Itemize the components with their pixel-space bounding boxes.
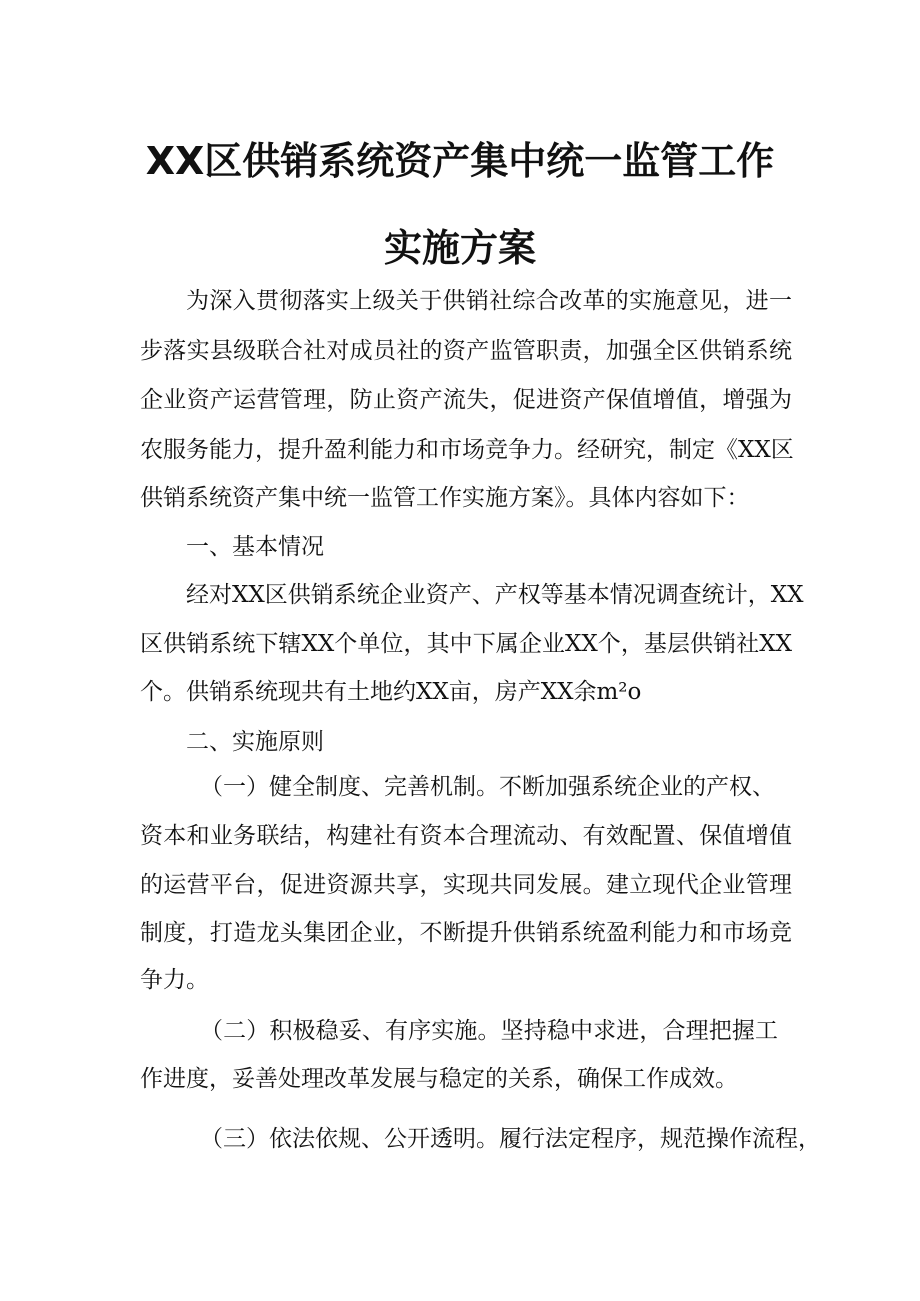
paragraph-line: 企业资产运营管理，防止资产流失，促进资产保值增值，增强为	[140, 387, 792, 413]
document-title-line-2: 实施方案	[383, 226, 536, 270]
paragraph-line: 供销系统资产集中统一监管工作实施方案》。具体内容如下：	[140, 485, 750, 511]
paragraph-line: 作进度，妥善处理改革发展与稳定的关系，确保工作成效。	[140, 1066, 738, 1092]
paragraph-line: 个。供销系统现共有土地约XX亩，房产XX余m²o	[140, 679, 642, 705]
paragraph-line: （三）依法依规、公开透明。履行法定程序，规范操作流程，	[200, 1126, 821, 1152]
paragraph-line: 制度，打造龙头集团企业，不断提升供销系统盈利能力和市场竞	[140, 920, 792, 946]
section-heading: 一、基本情况	[186, 534, 324, 560]
paragraph-line: 的运营平台，促进资源共享，实现共同发展。建立现代企业管理	[140, 872, 792, 898]
document-title-line-1: XX区供销系统资产集中统一监管工作	[145, 139, 775, 183]
paragraph-line: 资本和业务联结，构建社有资本合理流动、有效配置、保值增值	[140, 823, 792, 849]
paragraph-line: 经对XX区供销系统企业资产、产权等基本情况调查统计，XX	[186, 582, 804, 608]
paragraph-line: （二）积极稳妥、有序实施。坚持稳中求进，合理把握工	[200, 1018, 778, 1044]
paragraph-line: 步落实县级联合社对成员社的资产监管职责，加强全区供销系统	[140, 338, 792, 364]
paragraph-line: 为深入贯彻落实上级关于供销社综合改革的实施意见，进一	[186, 288, 792, 314]
paragraph-line: 农服务能力，提升盈利能力和市场竞争力。经研究，制定《XX区	[140, 437, 794, 463]
paragraph-line: 区供销系统下辖XX个单位，其中下属企业XX个，基层供销社XX	[140, 631, 792, 657]
paragraph-line: （一）健全制度、完善机制。不断加强系统企业的产权、	[200, 774, 775, 800]
section-heading: 二、实施原则	[186, 729, 324, 755]
paragraph-line: 争力。	[140, 967, 209, 993]
